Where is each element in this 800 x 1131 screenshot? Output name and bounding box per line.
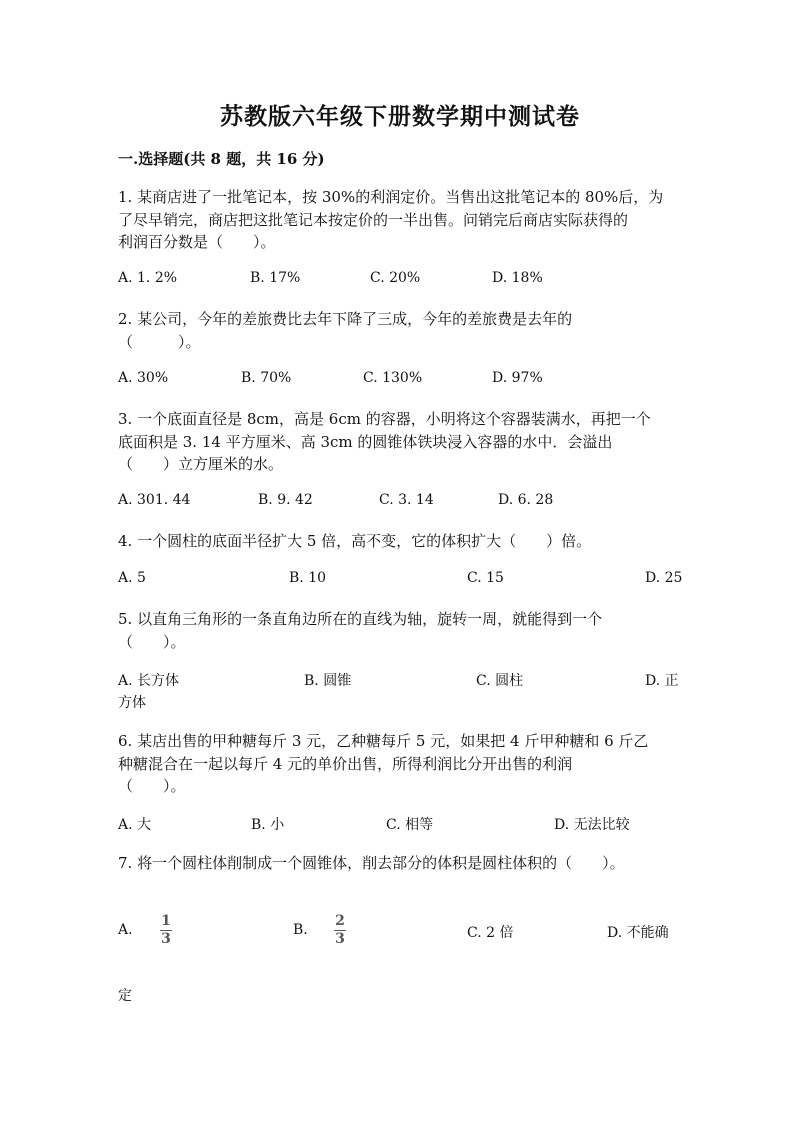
option-c[interactable]: C. 圆柱 bbox=[476, 673, 524, 689]
question-line: 种糖混合在一起以每斤 4 元的单价出售，所得利润比分开出售的利润 bbox=[118, 754, 573, 773]
option-b[interactable]: B. 70% bbox=[241, 370, 292, 386]
question-line: （ ）。 bbox=[118, 332, 201, 351]
option-d[interactable]: D. 25 bbox=[645, 570, 683, 586]
option-a[interactable]: A. 30% bbox=[118, 370, 169, 386]
option-b[interactable]: B. 小 bbox=[251, 817, 285, 833]
page-title: 苏教版六年级下册数学期中测试卷 bbox=[220, 103, 580, 130]
question-line: 6. 某店出售的甲种糖每斤 3 元，乙种糖每斤 5 元，如果把 4 斤甲种糖和 6 斤乙 bbox=[118, 732, 649, 750]
option-c[interactable]: C. 15 bbox=[467, 570, 504, 586]
option-a[interactable]: A. 301. 44 bbox=[118, 492, 191, 508]
option-c[interactable]: C. 相等 bbox=[386, 817, 434, 833]
option-c[interactable]: C. 3. 14 bbox=[379, 492, 434, 508]
question-6-text bbox=[118, 730, 648, 798]
option-d[interactable]: D. 不能确 bbox=[607, 925, 669, 941]
option-a[interactable]: A. 1. 2% bbox=[118, 270, 178, 286]
question-2-text bbox=[118, 308, 572, 353]
question-line: （ ）立方厘米的水。 bbox=[118, 455, 284, 473]
question-line: 2. 某公司，今年的差旅费比去年下降了三成，今年的差旅费是去年的 bbox=[118, 310, 573, 328]
option-d-wrap: 方体 bbox=[118, 695, 146, 711]
question-line: 5. 以直角三角形的一条直角边所在的直线为轴，旋转一周，就能得到一个 bbox=[118, 610, 603, 628]
option-d[interactable]: D. 无法比较 bbox=[554, 817, 630, 833]
question-line: （ ）。 bbox=[118, 632, 186, 651]
option-b[interactable]: B. 17% bbox=[250, 270, 301, 286]
option-a[interactable]: A. 5 bbox=[118, 570, 146, 586]
option-d[interactable]: D. 6. 28 bbox=[498, 492, 554, 508]
option-b[interactable]: B. bbox=[293, 922, 308, 938]
option-c[interactable]: C. 130% bbox=[363, 370, 423, 386]
question-line: 底面积是 3. 14 平方厘米、高 3cm 的圆锥体铁块浸入容器的水中．会溢出 bbox=[118, 432, 613, 451]
option-d[interactable]: D. 正 bbox=[645, 673, 679, 689]
question-line: 3. 一个底面直径是 8cm，高是 6cm 的容器，小明将这个容器装满水，再把一个 bbox=[118, 410, 651, 428]
option-d-wrap: 定 bbox=[118, 988, 132, 1004]
section-heading: 一.选择题(共 8 题，共 16 分) bbox=[118, 150, 325, 168]
option-c[interactable]: C. 2 倍 bbox=[467, 925, 514, 941]
option-a[interactable]: A. 长方体 bbox=[118, 673, 180, 689]
question-3-text bbox=[118, 408, 651, 476]
fraction-one-third bbox=[160, 914, 172, 947]
question-line: 利润百分数是（ ）。 bbox=[118, 233, 276, 251]
question-line: 7. 将一个圆柱体削制成一个圆锥体，削去部分的体积是圆柱体积的（ ）。 bbox=[118, 854, 625, 872]
question-line: （ ）。 bbox=[118, 777, 186, 795]
question-4-text bbox=[118, 530, 591, 553]
option-a[interactable]: A. 大 bbox=[118, 817, 152, 833]
option-b[interactable]: B. 9. 42 bbox=[258, 492, 313, 508]
question-1-text bbox=[118, 186, 663, 254]
option-d[interactable]: D. 97% bbox=[492, 370, 543, 386]
fraction-numerator: 1 bbox=[161, 913, 171, 929]
option-b[interactable]: B. 10 bbox=[289, 570, 327, 586]
question-line: 4. 一个圆柱的底面半径扩大 5 倍，高不变，它的体积扩大（ ）倍。 bbox=[118, 532, 592, 550]
fraction-denominator: 3 bbox=[335, 931, 345, 947]
option-d[interactable]: D. 18% bbox=[492, 270, 543, 286]
question-line: 了尽早销完，商店把这批笔记本按定价的一半出售。问销完后商店实际获得的 bbox=[118, 210, 629, 229]
question-line: 1. 某商店进了一批笔记本，按 30%的利润定价。当售出这批笔记本的 80%后，为 bbox=[118, 188, 664, 206]
option-b[interactable]: B. 圆锥 bbox=[304, 673, 352, 689]
option-a[interactable]: A. bbox=[118, 922, 133, 938]
question-7-text bbox=[118, 852, 625, 875]
question-5-text bbox=[118, 608, 602, 653]
fraction-two-thirds bbox=[334, 914, 346, 947]
option-c[interactable]: C. 20% bbox=[370, 270, 421, 286]
fraction-numerator: 2 bbox=[335, 913, 345, 929]
fraction-denominator: 3 bbox=[161, 931, 171, 947]
